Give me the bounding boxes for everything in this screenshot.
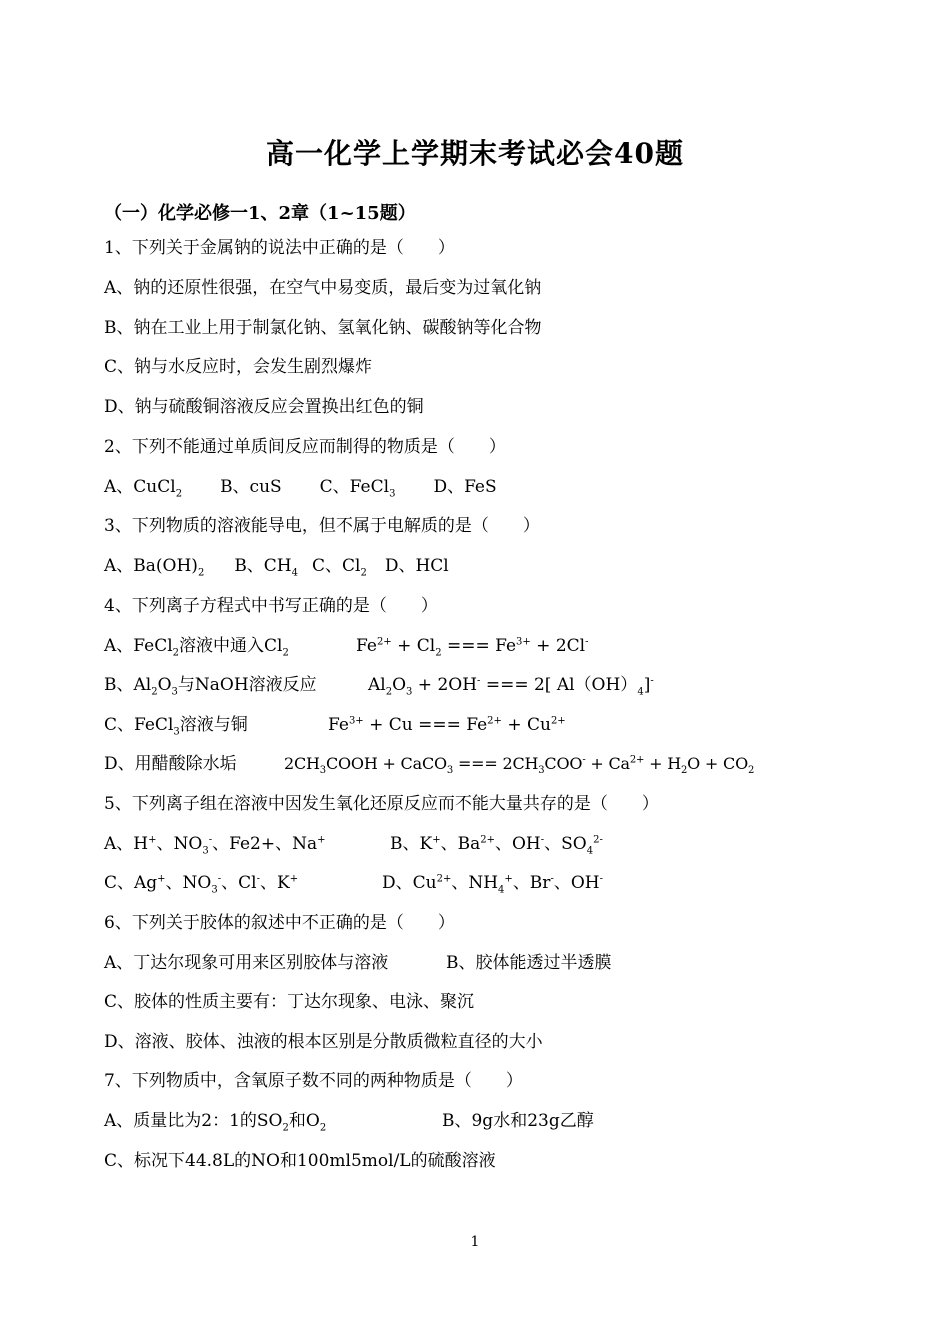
question-5-stem: 5、下列离子组在溶液中因发生氧化还原反应而不能大量共存的是（ ） [104, 794, 659, 814]
question-4-option-a [104, 634, 289, 658]
question-1-option-a: A、钠的还原性很强，在空气中易变质，最后变为过氧化钠 [104, 278, 542, 298]
question-6-option-a: A、丁达尔现象可用来区别胶体与溶液 [104, 953, 389, 973]
question-2-option-c: C、FeCl$_3$ [319, 477, 396, 500]
question-4-option-b [104, 673, 317, 697]
question-7-option-c: C、标况下44.8L的NO和100ml5mol/L的硫酸溶液 [104, 1151, 496, 1171]
question-5-option-c: C、Ag+、$NO_3^-$、Cl-、K+ [104, 873, 299, 896]
question-3-options [104, 554, 449, 578]
question-4-option-a-label: A、FeCl$_2$溶液中通入$Cl_2$ [104, 636, 289, 659]
question-1-option-d: D、钠与硫酸铜溶液反应会置换出红色的铜 [104, 397, 424, 417]
question-3-stem: 3、下列物质的溶液能导电，但不属于电解质的是（ ） [104, 516, 540, 536]
question-4-option-b-equation: $Al_2O_3 + 2OH^-$ === 2[ $Al(OH)_4]^-$ [368, 675, 654, 698]
question-1-option-b: B、钠在工业上用于制氯化钠、氢氧化钠、碳酸钠等化合物 [104, 318, 542, 338]
question-6-option-b: B、胶体能透过半透膜 [446, 953, 612, 973]
question-5-option-d: D、$Cu^{2+}$、$NH_4^+$、Br-、OH- [382, 873, 603, 896]
question-3-option-b: B、$CH_4$ [234, 556, 299, 579]
question-4-option-d-equation: $2CH_3COOH$ + CaCO$_3$ === $2CH_3COO^- + Ca^{2+} + H_2O + CO_2$ [284, 754, 755, 777]
question-3-option-d: D、HCl [384, 556, 449, 576]
question-4-stem: 4、下列离子方程式中书写正确的是（ ） [104, 596, 438, 616]
question-7-option-b: B、9g水和23g乙醇 [442, 1111, 594, 1131]
question-2-options [104, 475, 497, 499]
question-4-option-b-label: B、$Al_2O_3$与NaOH溶液反应 [104, 675, 317, 698]
question-4-option-c [104, 713, 248, 737]
question-7-option-a: A、质量比为2：1的$SO_2$和$O_2$ [104, 1111, 327, 1134]
document-title: 高一化学上学期末考试必会40题 [266, 137, 684, 170]
question-1-stem: 1、下列关于金属钠的说法中正确的是（ ） [104, 238, 455, 258]
question-1-option-c: C、钠与水反应时，会发生剧烈爆炸 [104, 357, 373, 377]
question-6-option-d: D、溶液、胶体、浊液的根本区别是分散质微粒直径的大小 [104, 1032, 543, 1052]
question-2-option-d: D、FeS [433, 477, 497, 497]
question-3-option-c: C、$Cl_2$ [312, 556, 367, 579]
question-7-stem: 7、下列物质中，含氧原子数不同的两种物质是（ ） [104, 1071, 523, 1091]
section-heading: （一）化学必修一1、2章（1~15题） [104, 203, 416, 224]
question-6-stem: 6、下列关于胶体的叙述中不正确的是（ ） [104, 913, 455, 933]
question-5-option-a: A、H+、$NO_3^-$、Fe2+、Na+ [104, 834, 326, 857]
question-4-option-a-equation: $Fe^{2+} + Cl_2$ === $Fe^{3+} + 2Cl^-$ [356, 636, 589, 659]
page-number: 1 [470, 1234, 480, 1250]
question-2-option-a: A、CuCl$_2$ [104, 477, 183, 500]
question-2-option-b: B、cuS [220, 477, 282, 497]
question-5-option-b: B、K+、$Ba^{2+}$、OH-、$SO_4^{2-}$ [390, 834, 603, 857]
question-4-option-c-equation: $Fe^{3+} + Cu$ === $Fe^{2+} + Cu^{2+}$ [328, 715, 566, 735]
question-4-option-d-label: D、用醋酸除水垢 [104, 754, 237, 774]
question-3-option-a: A、$Ba(OH)_2$ [104, 556, 205, 579]
question-4-option-d [104, 752, 237, 776]
question-4-option-c-label: C、FeCl$_3$溶液与铜 [104, 715, 248, 738]
question-2-stem: 2、下列不能通过单质间反应而制得的物质是（ ） [104, 437, 506, 457]
question-6-option-c: C、胶体的性质主要有：丁达尔现象、电泳、聚沉 [104, 992, 475, 1012]
